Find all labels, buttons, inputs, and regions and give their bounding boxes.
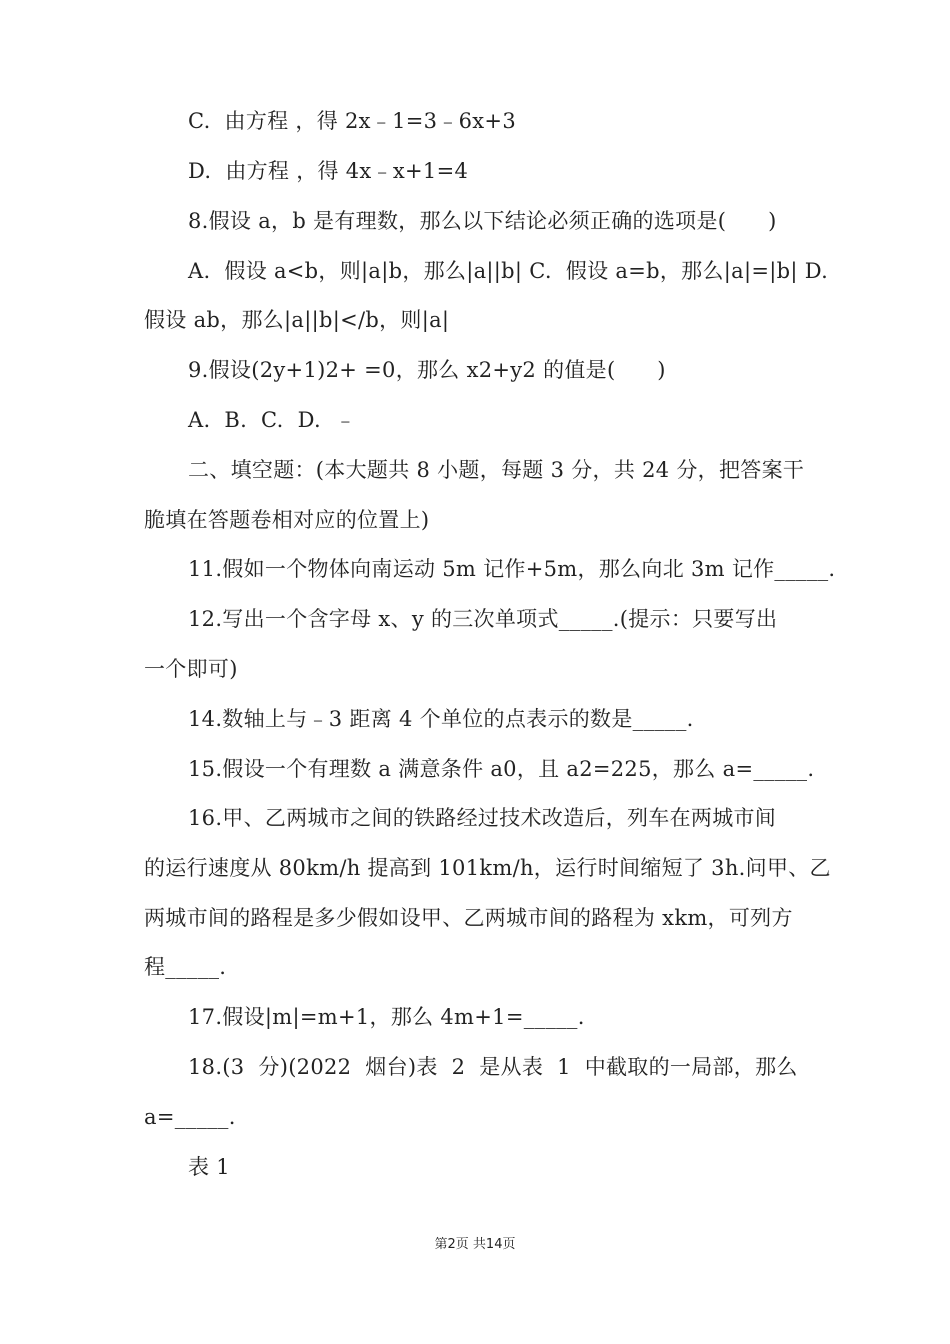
question-14: 14.数轴上与﹣3 距离 4 个单位的点表示的数是_____. bbox=[188, 707, 694, 731]
section-2-heading: 二、填空题：(本大题共 8 小题，每题 3 分，共 24 分，把答案干 bbox=[188, 458, 805, 482]
question-12-cont: 一个即可) bbox=[144, 657, 238, 681]
question-9-options: A. B. C. D. ﹣ bbox=[188, 408, 357, 432]
question-16-cont-2: 两城市间的路程是多少假如设甲、乙两城市间的路程为 xkm，可列方 bbox=[144, 906, 793, 930]
question-16-cont-1: 的运行速度从 80km/h 提高到 101km/h，运行时间缩短了 3h.问甲、乙 bbox=[144, 856, 831, 880]
question-12: 12.写出一个含字母 x、y 的三次单项式_____.(提示：只要写出 bbox=[188, 607, 778, 631]
question-16-cont-3: 程_____. bbox=[144, 955, 227, 979]
option-d-7: D. 由方程 ，得 4x﹣x+1=4 bbox=[188, 159, 469, 183]
page-footer: 第2页 共14页 bbox=[434, 1237, 516, 1252]
question-9: 9.假设(2y+1)2+ =0，那么 x2+y2 的值是( ) bbox=[188, 358, 666, 382]
question-17: 17.假设|m|=m+1，那么 4m+1=_____. bbox=[188, 1005, 585, 1029]
question-8-options-cont: 假设 ab，那么|a||b|</b，则|a| bbox=[144, 308, 450, 332]
option-c-7: C. 由方程 ，得 2x﹣1=3﹣6x+3 bbox=[188, 109, 516, 133]
question-8-options: A. 假设 a<b，则|a|b，那么|a||b| C. 假设 a=b，那么|a|=|b| D. bbox=[188, 259, 829, 283]
question-15: 15.假设一个有理数 a 满意条件 a0，且 a2=225，那么 a=_____. bbox=[188, 757, 815, 781]
question-18: 18.(3 分)(2022 烟台)表 2 是从表 1 中截取的一局部，那么 bbox=[188, 1055, 798, 1079]
question-16: 16.甲、乙两城市之间的铁路经过技术改造后，列车在两城市间 bbox=[188, 806, 777, 830]
question-8: 8.假设 a，b 是有理数，那么以下结论必须正确的选项是( ) bbox=[188, 209, 777, 233]
question-18-cont: a=_____. bbox=[144, 1105, 236, 1129]
table-1-label: 表 1 bbox=[188, 1155, 230, 1179]
question-11: 11.假如一个物体向南运动 5m 记作+5m，那么向北 3m 记作_____. bbox=[188, 557, 836, 581]
section-2-heading-cont: 脆填在答题卷相对应的位置上) bbox=[144, 508, 430, 532]
